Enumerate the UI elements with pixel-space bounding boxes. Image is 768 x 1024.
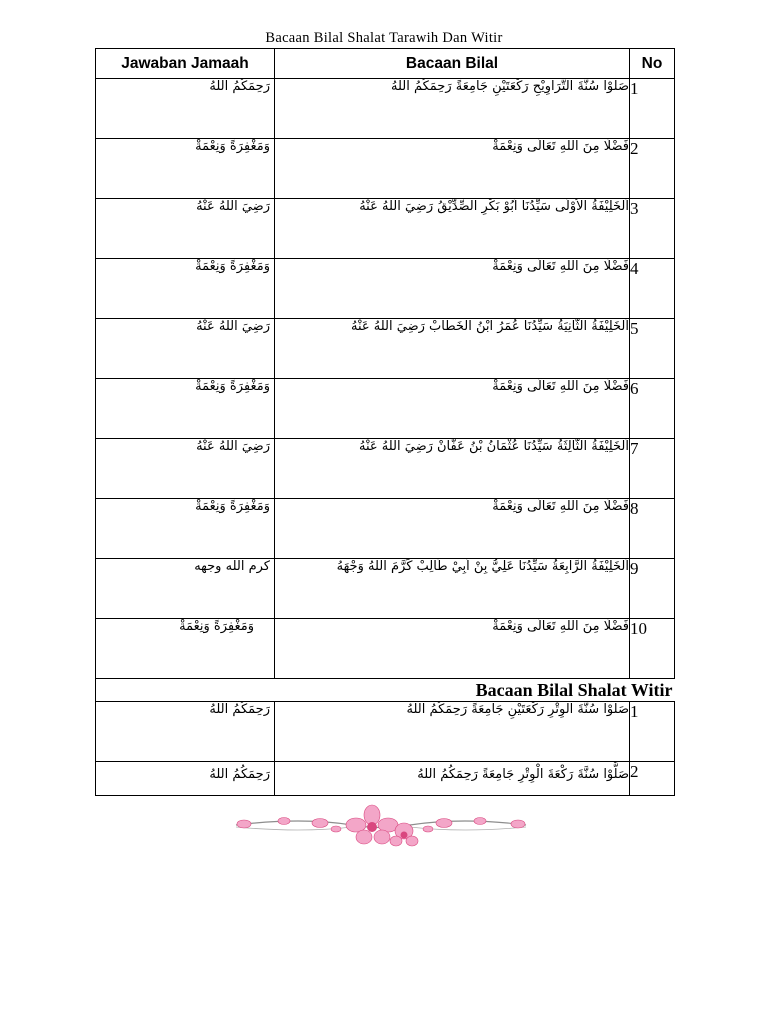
row-number: 2 — [630, 762, 675, 796]
bacaan-cell: فَضْلًا مِنَ اللهِ تَعَالَى وَنِعْمَةْ — [275, 379, 630, 439]
row-number: 7 — [630, 439, 675, 499]
row-number: 1 — [630, 702, 675, 762]
table-row — [96, 702, 675, 762]
table-row — [96, 499, 675, 559]
jawaban-cell: كرم الله وجهه — [96, 559, 275, 619]
table-row — [96, 559, 675, 619]
floral-divider-icon — [232, 803, 530, 849]
jawaban-cell: وَمَغْفِرَةً وَنِعْمَةْ — [96, 499, 275, 559]
row-number: 2 — [630, 139, 675, 199]
jawaban-cell: وَمَغْفِرَةً وَنِعْمَةْ — [96, 379, 275, 439]
table-header-row — [96, 49, 675, 79]
row-number: 1 — [630, 79, 675, 139]
table-row — [96, 79, 675, 139]
jawaban-cell: رَضِيَ اللهُ عَنْهُ — [96, 319, 275, 379]
bacaan-cell: صَلُّوْا سُنَّةَ التَّرَاوِيْحِ رَكْعَتَيْنِ جَامِعَةً رَحِمَكُمُ اللهُ — [275, 79, 630, 139]
row-number: 8 — [630, 499, 675, 559]
row-number: 10 — [630, 619, 675, 679]
jawaban-cell: وَمَغْفِرَةً وَنِعْمَةْ — [96, 139, 275, 199]
bacaan-cell: اَلْخَلِيْفَةُ الرَّابِعَةُ سَيِّدُنَا عَلِيُّ بِنْ اَبِيْ طَالِبْ كَرَّمَ اللهُ وَجْهَهُ — [275, 559, 630, 619]
bacaan-cell: فَضْلًا مِنَ اللهِ تَعَالَى وَنِعْمَةْ — [275, 259, 630, 319]
bacaan-cell: صَلُّوْا سُنَّةَ الْوِتْرِ رَكْعَتَيْنِ جَامِعَةً رَحِمَكُمُ اللهُ — [275, 702, 630, 762]
witir-section-row — [96, 679, 675, 702]
jawaban-cell: رَضِيَ اللهُ عَنْهُ — [96, 439, 275, 499]
row-number: 6 — [630, 379, 675, 439]
jawaban-cell: رَحِمَكُمُ اللهُ — [96, 762, 275, 796]
jawaban-cell: وَمَغْفِرَةً وَنِعْمَةْ — [96, 259, 275, 319]
header-bacaan: Bacaan Bilal — [275, 49, 630, 79]
row-number: 5 — [630, 319, 675, 379]
bacaan-cell: فَضْلًا مِنَ اللهِ تَعَالَى وَنِعْمَةْ — [275, 139, 630, 199]
table-row — [96, 379, 675, 439]
table-row — [96, 762, 675, 796]
table-row — [96, 319, 675, 379]
bacaan-cell: فَضْلًا مِنَ اللهِ تَعَالَى وَنِعْمَةْ — [275, 499, 630, 559]
bacaan-cell: صَلُّوْا سُنَّةَ رَكْعَةَ الْوِتْرِ جَامِعَةً رَحِمَكُمُ اللهُ — [275, 762, 630, 796]
jawaban-cell: وَمَغْفِرَةً وَنِعْمَةْ — [96, 619, 275, 679]
bacaan-cell: اَلْخَلِيْفَةُ الثَّانِيَةُ سَيِّدُنَا عُمَرُ ابْنُ الْخَطَّابْ رَضِيَ اللهُ عَنْهُ — [275, 319, 630, 379]
table-row — [96, 439, 675, 499]
page-title: Bacaan Bilal Shalat Tarawih Dan Witir — [265, 30, 503, 46]
table-row — [96, 139, 675, 199]
bacaan-cell: اَلْخَلِيْفَةُ الثَّالِثَةُ سَيِّدُنَا عُثْمَانُ بْنُ عَفَّانْ رَضِيَ اللهُ عَنْهُ — [275, 439, 630, 499]
table-row — [96, 199, 675, 259]
header-no: No — [630, 49, 675, 79]
bilal-table — [95, 48, 675, 796]
header-jawaban: Jawaban Jamaah — [96, 49, 275, 79]
jawaban-cell: رَحِمَكُمُ اللهُ — [96, 702, 275, 762]
bacaan-cell: فَضْلًا مِنَ اللهِ تَعَالَى وَنِعْمَةْ — [275, 619, 630, 679]
row-number: 4 — [630, 259, 675, 319]
row-number: 9 — [630, 559, 675, 619]
witir-section-heading: Bacaan Bilal Shalat Witir — [96, 679, 675, 702]
jawaban-cell: رَضِيَ اللهُ عَنْهُ — [96, 199, 275, 259]
table-row — [96, 619, 675, 679]
row-number: 3 — [630, 199, 675, 259]
bacaan-cell: اَلْخَلِيْفَةُ الْاُوْلَى سَيِّدُنَا اَبُوْ بَكْرِ الصِّدِّيْقُ رَضِيَ اللهُ عَنْهُ — [275, 199, 630, 259]
jawaban-cell: رَحِمَكُمُ اللهُ — [96, 79, 275, 139]
table-row — [96, 259, 675, 319]
